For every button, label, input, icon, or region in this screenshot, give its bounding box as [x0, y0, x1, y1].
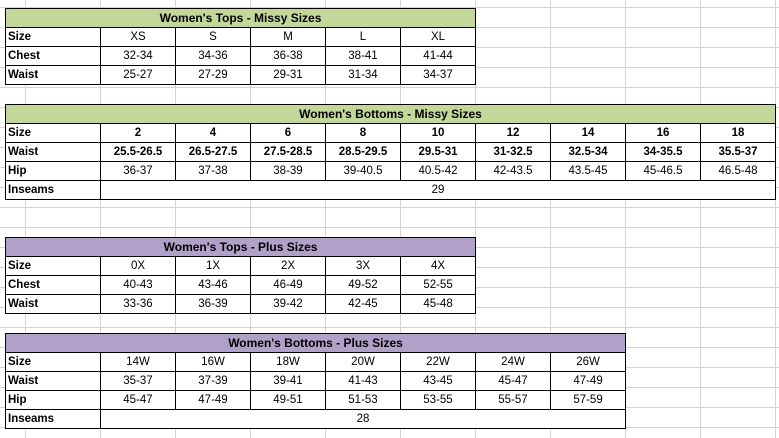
cell[interactable]: Waist: [6, 66, 101, 85]
cell[interactable]: 31-32.5: [476, 143, 551, 162]
table-row: [6, 372, 626, 391]
cell[interactable]: 27-29: [176, 66, 251, 85]
cell[interactable]: 28: [101, 410, 626, 429]
cell[interactable]: 45-47: [476, 372, 551, 391]
cell[interactable]: 12: [476, 124, 551, 143]
cell[interactable]: Inseams: [6, 410, 101, 429]
cell[interactable]: 40.5-42: [401, 162, 476, 181]
cell[interactable]: 41-43: [326, 372, 401, 391]
cell[interactable]: 42-43.5: [476, 162, 551, 181]
cell[interactable]: M: [251, 28, 326, 47]
cell[interactable]: 29.5-31: [401, 143, 476, 162]
cell[interactable]: 26W: [551, 353, 626, 372]
cell[interactable]: 29: [101, 181, 776, 200]
cell[interactable]: 42-45: [326, 295, 401, 314]
cell[interactable]: 34-37: [401, 66, 476, 85]
cell[interactable]: 26.5-27.5: [176, 143, 251, 162]
cell[interactable]: 34-35.5: [626, 143, 701, 162]
bottoms-missy-table: [5, 104, 776, 200]
cell[interactable]: 10: [401, 124, 476, 143]
cell[interactable]: 36-37: [101, 162, 176, 181]
cell[interactable]: 51-53: [326, 391, 401, 410]
cell[interactable]: 37-38: [176, 162, 251, 181]
cell[interactable]: 14W: [101, 353, 176, 372]
table-row: [6, 124, 776, 143]
table-row: [6, 143, 776, 162]
cell[interactable]: 47-49: [551, 372, 626, 391]
table-row: [6, 276, 476, 295]
cell[interactable]: 43-46: [176, 276, 251, 295]
table-row: [6, 295, 476, 314]
cell[interactable]: XS: [101, 28, 176, 47]
cell[interactable]: 38-41: [326, 47, 401, 66]
cell[interactable]: 47-49: [176, 391, 251, 410]
cell[interactable]: 55-57: [476, 391, 551, 410]
cell[interactable]: S: [176, 28, 251, 47]
cell[interactable]: 14: [551, 124, 626, 143]
cell[interactable]: 6: [251, 124, 326, 143]
cell[interactable]: 3X: [326, 257, 401, 276]
cell[interactable]: 16W: [176, 353, 251, 372]
cell[interactable]: 0X: [101, 257, 176, 276]
tops-missy-title[interactable]: Women's Tops - Missy Sizes: [6, 9, 476, 28]
cell[interactable]: 25-27: [101, 66, 176, 85]
cell[interactable]: 45-47: [101, 391, 176, 410]
cell[interactable]: Waist: [6, 372, 101, 391]
tops-plus-title[interactable]: Women's Tops - Plus Sizes: [6, 238, 476, 257]
cell[interactable]: 27.5-28.5: [251, 143, 326, 162]
cell[interactable]: 4: [176, 124, 251, 143]
table-row: [6, 257, 476, 276]
tops-plus-table: [5, 237, 476, 314]
cell[interactable]: XL: [401, 28, 476, 47]
cell[interactable]: 40-43: [101, 276, 176, 295]
cell[interactable]: Size: [6, 353, 101, 372]
cell[interactable]: 34-36: [176, 47, 251, 66]
cell[interactable]: 46.5-48: [701, 162, 776, 181]
cell[interactable]: 43-45: [401, 372, 476, 391]
tops-missy-table: [5, 8, 476, 85]
bottoms-plus-table: [5, 333, 626, 429]
cell[interactable]: Size: [6, 257, 101, 276]
cell[interactable]: 16: [626, 124, 701, 143]
cell[interactable]: 22W: [401, 353, 476, 372]
cell[interactable]: 49-52: [326, 276, 401, 295]
cell[interactable]: 39-42: [251, 295, 326, 314]
cell[interactable]: 49-51: [251, 391, 326, 410]
cell[interactable]: 25.5-26.5: [101, 143, 176, 162]
cell[interactable]: 32.5-34: [551, 143, 626, 162]
cell[interactable]: Chest: [6, 276, 101, 295]
cell[interactable]: 43.5-45: [551, 162, 626, 181]
table-row: [6, 410, 626, 429]
cell[interactable]: 39-40.5: [326, 162, 401, 181]
cell[interactable]: 18: [701, 124, 776, 143]
cell[interactable]: 45-46.5: [626, 162, 701, 181]
cell[interactable]: 33-36: [101, 295, 176, 314]
cell[interactable]: 35.5-37: [701, 143, 776, 162]
cell[interactable]: Size: [6, 124, 101, 143]
cell[interactable]: 29-31: [251, 66, 326, 85]
cell[interactable]: 41-44: [401, 47, 476, 66]
cell[interactable]: 4X: [401, 257, 476, 276]
cell[interactable]: 18W: [251, 353, 326, 372]
table-row: [6, 391, 626, 410]
table-row: [6, 162, 776, 181]
cell[interactable]: Chest: [6, 47, 101, 66]
cell[interactable]: 57-59: [551, 391, 626, 410]
bottoms-plus-title[interactable]: Women's Bottoms - Plus Sizes: [6, 334, 626, 353]
cell[interactable]: Hip: [6, 391, 101, 410]
cell[interactable]: 38-39: [251, 162, 326, 181]
cell[interactable]: 2X: [251, 257, 326, 276]
cell[interactable]: 24W: [476, 353, 551, 372]
cell[interactable]: L: [326, 28, 401, 47]
cell[interactable]: 8: [326, 124, 401, 143]
table-row: [6, 353, 626, 372]
table-row: [6, 47, 476, 66]
cell[interactable]: 39-41: [251, 372, 326, 391]
table-row: [6, 66, 476, 85]
cell[interactable]: 46-49: [251, 276, 326, 295]
cell[interactable]: 2: [101, 124, 176, 143]
cell[interactable]: 45-48: [401, 295, 476, 314]
cell[interactable]: 31-34: [326, 66, 401, 85]
bottoms-missy-title[interactable]: Women's Bottoms - Missy Sizes: [6, 105, 776, 124]
cell[interactable]: 36-38: [251, 47, 326, 66]
cell[interactable]: Waist: [6, 143, 101, 162]
cell[interactable]: 28.5-29.5: [326, 143, 401, 162]
cell[interactable]: 35-37: [101, 372, 176, 391]
cell[interactable]: 32-34: [101, 47, 176, 66]
cell[interactable]: 1X: [176, 257, 251, 276]
cell[interactable]: Inseams: [6, 181, 101, 200]
cell[interactable]: 36-39: [176, 295, 251, 314]
cell[interactable]: Waist: [6, 295, 101, 314]
cell[interactable]: 52-55: [401, 276, 476, 295]
cell[interactable]: 53-55: [401, 391, 476, 410]
cell[interactable]: Size: [6, 28, 101, 47]
table-row: [6, 28, 476, 47]
table-row: [6, 181, 776, 200]
cell[interactable]: 20W: [326, 353, 401, 372]
cell[interactable]: 37-39: [176, 372, 251, 391]
cell[interactable]: Hip: [6, 162, 101, 181]
